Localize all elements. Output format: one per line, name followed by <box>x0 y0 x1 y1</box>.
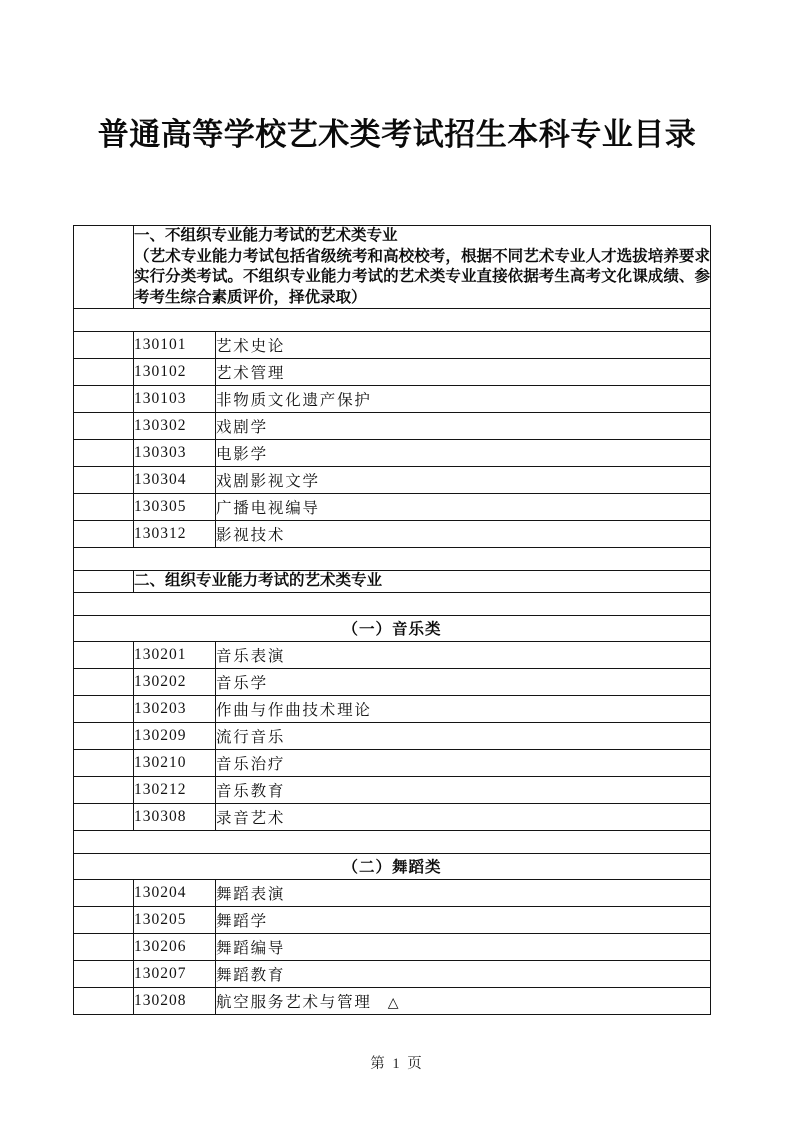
major-row <box>74 386 711 413</box>
major-name: 流行音乐 <box>216 728 286 746</box>
row-index-cell <box>74 521 134 548</box>
section-cell <box>134 571 711 593</box>
row-index-cell <box>74 467 134 494</box>
major-name: 艺术史论 <box>216 338 286 355</box>
major-row <box>74 803 711 830</box>
major-name-cell <box>216 933 711 960</box>
spacer-cell <box>74 830 711 853</box>
major-row <box>74 494 711 521</box>
major-row <box>74 987 711 1014</box>
major-name-cell <box>216 641 711 668</box>
major-code-cell: 130102 <box>134 359 216 386</box>
page-footer: 第 1 页 <box>370 1056 424 1072</box>
major-code-cell: 130103 <box>134 386 216 413</box>
major-code-cell: 130203 <box>134 695 216 722</box>
section-cell <box>134 226 711 309</box>
major-row <box>74 413 711 440</box>
spacer-row <box>74 309 711 332</box>
row-index-cell <box>74 641 134 668</box>
major-name-cell <box>216 668 711 695</box>
major-name: 非物质文化遗产保护 <box>216 392 372 409</box>
major-row <box>74 521 711 548</box>
section-note: （艺术专业能力考试包括省级统考和高校校考，根据不同艺术专业人才选拔培养要求实行分类考试。不组织专业能力考试的艺术类专业直接依据考生高考文化课成绩、参考考生综合素质评价，择优录取） <box>134 247 710 306</box>
major-name-cell <box>216 695 711 722</box>
row-index-cell <box>74 879 134 906</box>
major-code-cell: 130101 <box>134 332 216 359</box>
spacer-cell <box>74 592 711 615</box>
major-row <box>74 906 711 933</box>
major-name-cell <box>216 413 711 440</box>
major-code-cell: 130210 <box>134 749 216 776</box>
major-row <box>74 722 711 749</box>
row-index-cell <box>74 226 134 309</box>
row-index-cell <box>74 749 134 776</box>
major-name: 舞蹈表演 <box>216 885 286 903</box>
major-code-cell: 130206 <box>134 933 216 960</box>
major-name-cell <box>216 906 711 933</box>
spacer-row <box>74 830 711 853</box>
major-row <box>74 467 711 494</box>
spacer-row <box>74 592 711 615</box>
major-catalog-table <box>73 225 711 1015</box>
major-name-cell <box>216 467 711 494</box>
spacer-cell <box>74 309 711 332</box>
row-index-cell <box>74 359 134 386</box>
section-heading: 二、组织专业能力考试的艺术类专业 <box>134 572 383 589</box>
major-code-cell: 130207 <box>134 960 216 987</box>
major-name-cell <box>216 749 711 776</box>
major-name: 航空服务艺术与管理 <box>216 993 372 1011</box>
row-index-cell <box>74 722 134 749</box>
category-label: （一）音乐类 <box>74 615 711 641</box>
major-name: 戏剧学 <box>216 419 268 436</box>
section-heading: 一、不组织专业能力考试的艺术类专业 <box>134 227 398 244</box>
section-row <box>74 571 711 593</box>
major-name-cell <box>216 440 711 467</box>
major-code-cell: 130201 <box>134 641 216 668</box>
major-row <box>74 933 711 960</box>
major-row <box>74 960 711 987</box>
major-name: 影视技术 <box>216 527 286 544</box>
major-code-cell: 130302 <box>134 413 216 440</box>
row-index-cell <box>74 332 134 359</box>
major-code-cell: 130304 <box>134 467 216 494</box>
major-code-cell: 130312 <box>134 521 216 548</box>
row-index-cell <box>74 960 134 987</box>
major-code-cell: 130205 <box>134 906 216 933</box>
row-index-cell <box>74 668 134 695</box>
major-name: 电影学 <box>216 446 268 463</box>
catalog-table-body <box>74 226 711 1015</box>
major-row <box>74 332 711 359</box>
major-name: 音乐表演 <box>216 647 286 665</box>
major-code-cell: 130202 <box>134 668 216 695</box>
category-row <box>74 615 711 641</box>
major-name: 舞蹈编导 <box>216 939 286 957</box>
row-index-cell <box>74 906 134 933</box>
major-code-cell: 130208 <box>134 987 216 1014</box>
row-index-cell <box>74 803 134 830</box>
category-row <box>74 853 711 879</box>
row-index-cell <box>74 494 134 521</box>
row-index-cell <box>74 386 134 413</box>
major-code-cell: 130204 <box>134 879 216 906</box>
row-index-cell <box>74 571 134 593</box>
major-name-cell <box>216 960 711 987</box>
major-code-cell: 130308 <box>134 803 216 830</box>
spacer-cell <box>74 548 711 571</box>
major-name: 广播电视编导 <box>216 500 320 517</box>
major-name: 舞蹈教育 <box>216 966 286 984</box>
row-index-cell <box>74 413 134 440</box>
major-row <box>74 641 711 668</box>
major-name: 戏剧影视文学 <box>216 473 320 490</box>
row-index-cell <box>74 776 134 803</box>
major-name-cell <box>216 494 711 521</box>
major-name-cell <box>216 879 711 906</box>
page-title: 普通高等学校艺术类考试招生本科专业目录 <box>97 117 697 152</box>
major-row <box>74 879 711 906</box>
row-index-cell <box>74 695 134 722</box>
section-row <box>74 226 711 309</box>
major-name-cell <box>216 332 711 359</box>
category-label: （二）舞蹈类 <box>74 853 711 879</box>
major-name-cell <box>216 987 711 1014</box>
spacer-row <box>74 548 711 571</box>
major-code-cell: 130303 <box>134 440 216 467</box>
major-name-cell <box>216 803 711 830</box>
major-name: 音乐治疗 <box>216 755 286 773</box>
major-row <box>74 776 711 803</box>
major-name: 音乐教育 <box>216 782 286 800</box>
row-index-cell <box>74 987 134 1014</box>
major-code-cell: 130209 <box>134 722 216 749</box>
row-index-cell <box>74 933 134 960</box>
major-name-cell <box>216 359 711 386</box>
major-row <box>74 359 711 386</box>
major-row <box>74 695 711 722</box>
major-row <box>74 668 711 695</box>
major-code-cell: 130305 <box>134 494 216 521</box>
major-code-cell: 130212 <box>134 776 216 803</box>
major-name: 艺术管理 <box>216 365 286 382</box>
major-name-cell <box>216 776 711 803</box>
major-name-cell <box>216 722 711 749</box>
major-name: 作曲与作曲技术理论 <box>216 701 372 719</box>
major-name-cell <box>216 386 711 413</box>
major-row <box>74 440 711 467</box>
major-name: 音乐学 <box>216 674 268 692</box>
row-index-cell <box>74 440 134 467</box>
major-name: 舞蹈学 <box>216 912 268 930</box>
triangle-mark: △ <box>387 995 399 1011</box>
major-row <box>74 749 711 776</box>
major-name-cell <box>216 521 711 548</box>
major-name: 录音艺术 <box>216 809 286 827</box>
